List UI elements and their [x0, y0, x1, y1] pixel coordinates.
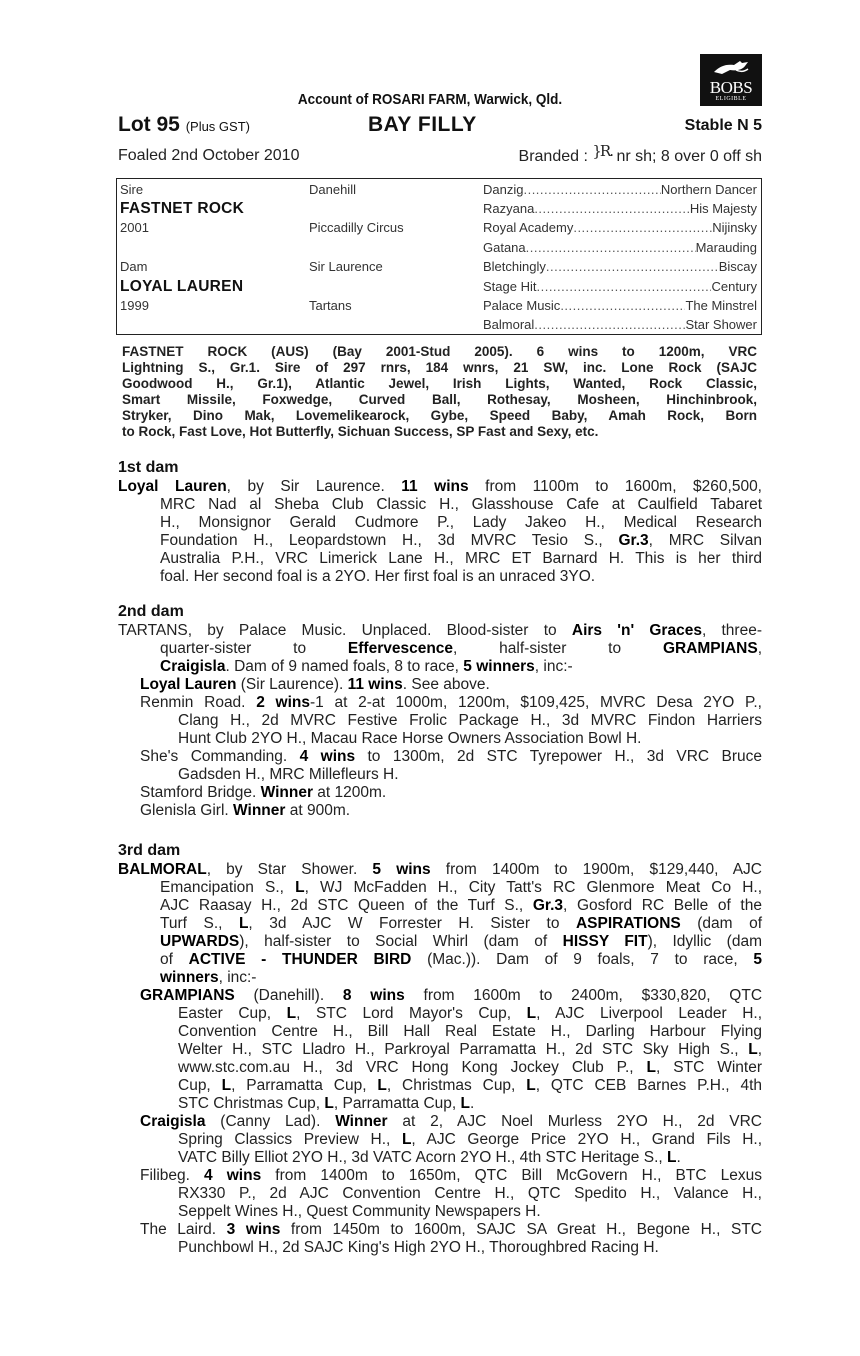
dot-leader	[523, 180, 660, 199]
bold-run: L	[526, 1005, 537, 1022]
bold-run: ASPIRATIONS	[575, 915, 681, 932]
text-run: , inc:-	[218, 969, 257, 986]
text-line	[160, 532, 762, 550]
bold-run: BALMORAL	[118, 861, 207, 878]
ancestor-sire: Marauding	[695, 239, 757, 255]
text-run: Clang H., 2d MVRC Festive Frolic Package H., 3d MVRC Findon Harriers	[178, 712, 762, 729]
text-line	[178, 1059, 762, 1077]
text-run: Convention Centre H., Bill Hall Real Estate H., Darling Harbour Flying	[178, 1023, 762, 1040]
ancestor-sire: Biscay	[718, 259, 757, 275]
pedigree-row	[117, 180, 761, 199]
text-line	[178, 1023, 762, 1041]
logo-sub: ELIGIBLE	[715, 96, 747, 102]
text-run: at 1200m.	[313, 784, 387, 801]
pedigree-col1: 2001	[120, 220, 149, 236]
text-run: , half-sister to	[453, 640, 663, 657]
sire-summary	[122, 344, 757, 440]
text-line	[140, 1221, 762, 1239]
text-run: , Parramatta Cup,	[333, 1095, 461, 1112]
text-line	[140, 748, 762, 766]
text-run: Hunt Club 2YO H., Macau Race Horse Owners Association Bowl H.	[178, 730, 642, 747]
ancestor-name: Razyana	[483, 200, 535, 216]
vendor-account: Account of ROSARI FARM, Warwick, Qld.	[297, 91, 563, 108]
text-run: Punchbowl H., 2d SAJC King's High 2YO H., Thoroughbred Racing H.	[178, 1239, 659, 1256]
text-line	[160, 496, 762, 514]
bold-run: GRAMPIANS	[140, 987, 235, 1004]
text-line	[178, 1203, 762, 1221]
logo-word: BOBS	[709, 78, 753, 97]
bold-run: GRAMPIANS	[662, 640, 758, 657]
bold-run: winners	[160, 969, 219, 986]
text-run: (Canny Lad).	[205, 1113, 336, 1130]
text-run: Renmin Road.	[140, 694, 257, 711]
text-line	[178, 1239, 762, 1257]
text-line	[160, 550, 762, 568]
ancestor-name: Royal Academy	[483, 220, 574, 236]
bold-run: 5 wins	[372, 861, 431, 878]
bold-run: ACTIVE - THUNDER BIRD	[188, 951, 412, 968]
bold-run: 5 winners	[463, 658, 535, 675]
dam-section-3	[118, 841, 762, 1257]
section-heading: 3rd dam	[118, 842, 181, 859]
pedigree-col3	[483, 199, 757, 218]
dot-leader	[573, 218, 712, 237]
bold-run: L	[748, 1041, 758, 1058]
ancestor-sire: Northern Dancer	[660, 181, 757, 197]
bold-run: Winner	[260, 784, 313, 801]
text-line	[160, 897, 762, 915]
progeny-entry	[118, 748, 762, 784]
stable-location: Stable N 5	[684, 117, 762, 134]
progeny-entry	[118, 676, 762, 694]
text-run: AJC Raasay H., 2d STC Queen of the Turf S.,	[160, 897, 533, 914]
text-run: , by Sir Laurence.	[226, 478, 402, 495]
text-run: Turf S.,	[160, 915, 239, 932]
text-line: to Rock, Fast Love, Hot Butterfly, Sichuan Success, SP Fast and Sexy, etc.	[122, 424, 599, 439]
text-run: Easter Cup,	[178, 1005, 287, 1022]
text-run: ,	[757, 640, 762, 657]
lot-number	[118, 113, 250, 137]
dam-section-1	[118, 458, 762, 586]
dam-entry	[118, 622, 762, 676]
text-line	[140, 694, 762, 712]
text-line: Goodwood H., Gr.1), Atlantic Jewel, Irish Lights, Wanted, Rock Classic,	[122, 376, 757, 391]
pedigree-col1: 1999	[120, 297, 149, 313]
ancestor-name: Bletchingly	[483, 259, 546, 275]
text-line: Stryker, Dino Mak, Lovemelikearock, Gybe, Speed Baby, Amah Rock, Born	[122, 408, 757, 423]
pedigree-col1: LOYAL LAUREN	[120, 277, 244, 295]
branded-detail: nr sh; 8 over 0 off sh	[616, 148, 762, 165]
text-run: (dam of	[680, 915, 762, 932]
text-line	[140, 987, 762, 1005]
pedigree-row	[117, 238, 761, 257]
text-run: , inc:-	[534, 658, 573, 675]
ancestor-sire: Star Shower	[685, 317, 757, 333]
bold-run: 4 wins	[299, 748, 356, 765]
text-run: Australia P.H., VRC Limerick Lane H., MRC ET Barnard H. This is her third	[160, 550, 762, 567]
text-run: Spring Classics Preview H.,	[178, 1131, 402, 1148]
bold-run: Loyal Lauren	[118, 478, 227, 495]
text-run: from 1400m to 1900m, $129,440, AJC	[430, 861, 762, 878]
text-line	[178, 1041, 762, 1059]
text-run: , Christmas Cup,	[386, 1077, 527, 1094]
bold-run: Airs 'n' Graces	[571, 622, 702, 639]
text-line	[178, 730, 762, 748]
bold-run: L	[646, 1059, 657, 1076]
dam-entry	[118, 861, 762, 987]
progeny-entry	[118, 987, 762, 1113]
pedigree-col2: Sir Laurence	[309, 259, 383, 275]
progeny-entry	[118, 1113, 762, 1167]
branded-label: Branded :	[518, 148, 588, 165]
text-run: .	[676, 1149, 681, 1166]
text-run: Filibeg.	[140, 1167, 205, 1184]
ancestor-sire: Century	[711, 278, 757, 294]
pedigree-col3	[483, 257, 757, 276]
text-line	[118, 478, 762, 496]
bold-run: UPWARDS	[160, 933, 240, 950]
text-line	[140, 802, 762, 820]
text-run: . Dam of 9 named foals, 8 to race,	[225, 658, 464, 675]
text-line	[178, 1185, 762, 1203]
bold-run: Loyal Lauren	[140, 676, 237, 693]
pedigree-col3	[483, 296, 757, 315]
text-run: The Laird.	[140, 1221, 227, 1238]
text-run: , 3d AJC W Forrester H. Sister to	[248, 915, 576, 932]
text-line	[140, 1113, 762, 1131]
bold-run: 11 wins	[347, 676, 403, 693]
pedigree-row	[117, 199, 761, 218]
text-run: from 1450m to 1600m, SAJC SA Great H., Begone H., STC	[280, 1221, 762, 1238]
bold-run: 8 wins	[342, 987, 405, 1004]
horse-description: BAY FILLY	[368, 113, 477, 136]
pedigree-row	[117, 257, 761, 276]
pedigree-col1: FASTNET ROCK	[120, 199, 245, 217]
text-line	[160, 969, 762, 987]
ancestor-name: Gatana	[483, 239, 526, 255]
text-line	[140, 676, 762, 694]
text-run: , QTC CEB Barnes P.H., 4th	[535, 1077, 762, 1094]
text-line	[160, 658, 762, 676]
pedigree-row	[117, 315, 761, 334]
bold-run: Craigisla	[160, 658, 226, 675]
brand-info	[518, 142, 762, 166]
text-run: Gadsden H., MRC Millefleurs H.	[178, 766, 399, 783]
bold-run: L	[324, 1095, 334, 1112]
lot-note: (Plus GST)	[185, 119, 250, 134]
text-run: to 1300m, 2d STC Tyrepower H., 3d VRC Bruce	[355, 748, 762, 765]
ancestor-sire: The Minstrel	[685, 297, 757, 313]
text-run: , by Star Shower.	[206, 861, 373, 878]
text-run: , Parramatta Cup,	[231, 1077, 378, 1094]
text-run: , MRC Silvan	[648, 532, 763, 549]
dot-leader	[536, 277, 711, 296]
text-run: , AJC George Price 2YO H., Grand Fils H.,	[411, 1131, 762, 1148]
text-run: TARTANS, by Palace Music. Unplaced. Blood-sister to	[118, 622, 572, 639]
pedigree-row	[117, 218, 761, 237]
ancestor-name: Balmoral	[483, 317, 535, 333]
ancestor-name: Palace Music	[483, 297, 561, 313]
pedigree-col2: Tartans	[309, 297, 352, 313]
bold-run: Winner	[233, 802, 286, 819]
text-run: of	[160, 951, 189, 968]
text-run: H., Monsignor Gerald Cudmore P., Lady Jakeo H., Medical Research	[160, 514, 762, 531]
dam-section-2	[118, 602, 762, 820]
text-line	[160, 951, 762, 969]
pedigree-col3	[483, 277, 757, 296]
text-run: ,	[757, 1041, 762, 1058]
dot-leader	[534, 199, 690, 218]
text-run: MRC Nad al Sheba Club Classic H., Glasshouse Cafe at Caulfield Tabaret	[160, 496, 762, 513]
text-run: Seppelt Wines H., Quest Community Newspapers H.	[178, 1203, 541, 1220]
text-run: from 1100m to 1600m, $260,500,	[468, 478, 762, 495]
text-run: Glenisla Girl.	[140, 802, 234, 819]
section-heading: 1st dam	[118, 459, 179, 476]
progeny-entry	[118, 1167, 762, 1221]
bold-run: 3 wins	[226, 1221, 281, 1238]
text-run: at 2, AJC Noel Murless 2YO H., 2d VRC	[387, 1113, 762, 1130]
text-run: from 1600m to 2400m, $330,820, QTC	[404, 987, 763, 1004]
bold-run: L	[666, 1149, 677, 1166]
text-run: , three-	[701, 622, 762, 639]
ancestor-sire: Nijinsky	[712, 220, 757, 236]
text-line	[178, 1005, 762, 1023]
text-run: , AJC Liverpool Leader H.,	[536, 1005, 762, 1022]
text-run: www.stc.com.au H., 3d VRC Hong Kong Jockey Club P.,	[178, 1059, 647, 1076]
text-run: , WJ McFadden H., City Tatt's RC Glenmore Meat Co H.,	[304, 879, 762, 896]
text-run: -1 at 2-at 1000m, 1200m, $109,425, MVRC Desa 2YO P.,	[310, 694, 762, 711]
text-run: ), Idyllic (dam	[647, 933, 762, 950]
text-run: (Danehill).	[234, 987, 343, 1004]
text-run: Emancipation S.,	[160, 879, 296, 896]
pedigree-col3	[483, 315, 757, 334]
pedigree-col2: Piccadilly Circus	[309, 220, 404, 236]
text-line	[160, 933, 762, 951]
text-line	[160, 915, 762, 933]
dot-leader	[534, 315, 685, 334]
pedigree-col3	[483, 238, 757, 257]
text-run: Cup,	[178, 1077, 222, 1094]
pedigree-col1: Sire	[120, 181, 144, 197]
pedigree-row	[117, 277, 761, 296]
progeny-entry	[118, 694, 762, 748]
text-run: She's Commanding.	[140, 748, 300, 765]
text-line	[178, 766, 762, 784]
pedigree-col3	[483, 180, 757, 199]
text-run: VATC Billy Elliot 2YO H., 3d VATC Acorn 2YO H., 4th STC Heritage S.,	[178, 1149, 667, 1166]
text-line: FASTNET ROCK (AUS) (Bay 2001-Stud 2005). 6 wins to 1200m, VRC	[122, 344, 757, 359]
pedigree-col3	[483, 218, 757, 237]
dot-leader	[546, 257, 719, 276]
text-line	[160, 568, 762, 586]
progeny-entry	[118, 1221, 762, 1257]
text-line	[178, 1131, 762, 1149]
text-run: at 900m.	[285, 802, 351, 819]
text-run: .	[470, 1095, 475, 1112]
lot-label: Lot 95	[118, 113, 180, 136]
foaled-date: Foaled 2nd October 2010	[118, 147, 300, 164]
dot-leader	[526, 238, 696, 257]
pedigree-col1: Dam	[120, 259, 148, 275]
bold-run: 4 wins	[204, 1167, 262, 1184]
bold-run: L	[286, 1005, 297, 1022]
text-line	[160, 514, 762, 532]
text-run: , Gosford RC Belle of the	[563, 897, 762, 914]
text-line	[118, 622, 762, 640]
text-line	[178, 1077, 762, 1095]
text-run: (Mac.)). Dam of 9 foals, 7 to race,	[411, 951, 754, 968]
pedigree-row	[117, 296, 761, 315]
bold-run: L	[526, 1077, 536, 1094]
text-line	[118, 861, 762, 879]
text-run: (Sir Laurence).	[236, 676, 348, 693]
text-line	[178, 1149, 762, 1167]
bold-run: L	[377, 1077, 387, 1094]
text-line	[160, 640, 762, 658]
bold-run: Gr.3	[618, 532, 649, 549]
bold-run: Effervescence	[347, 640, 454, 657]
bold-run: 2 wins	[256, 694, 310, 711]
bold-run: Winner	[335, 1113, 388, 1130]
text-run: , STC Lord Mayor's Cup,	[296, 1005, 527, 1022]
text-run: Welter H., STC Lladro H., Parkroyal Parramatta H., 2d STC Sky High S.,	[178, 1041, 749, 1058]
bold-run: L	[401, 1131, 412, 1148]
pedigree-col2: Danehill	[309, 181, 356, 197]
bold-run: Craigisla	[140, 1113, 206, 1130]
progeny-entry	[118, 784, 762, 802]
text-run: RX330 P., 2d AJC Convention Centre H., QTC Spedito H., Valance H.,	[178, 1185, 762, 1202]
text-run: STC Christmas Cup,	[178, 1095, 325, 1112]
bold-run: 5	[753, 951, 762, 968]
dot-leader	[560, 296, 685, 315]
text-run: from 1400m to 1650m, QTC Bill McGovern H., BTC Lexus	[261, 1167, 762, 1184]
text-line	[140, 784, 762, 802]
bold-run: L	[221, 1077, 232, 1094]
brand-mark: }R.	[592, 142, 612, 160]
bold-run: 11 wins	[401, 478, 469, 495]
text-line	[178, 1095, 762, 1113]
text-line	[160, 879, 762, 897]
progeny-entry	[118, 802, 762, 820]
text-line: Lightning S., Gr.1. Sire of 297 rnrs, 184 wnrs, 21 SW, inc. Lone Rock (SAJC	[122, 360, 757, 375]
text-run: foal. Her second foal is a 2YO. Her first foal is an unraced 3YO.	[160, 568, 596, 585]
text-run: Foundation H., Leopardstown H., 3d MVRC Tesio S.,	[160, 532, 619, 549]
text-run: Stamford Bridge.	[140, 784, 261, 801]
ancestor-name: Danzig	[483, 181, 524, 197]
text-run: . See above.	[402, 676, 490, 693]
dam-entry	[118, 478, 762, 586]
text-line: Smart Missile, Foxwedge, Curved Ball, Rothesay, Mosheen, Hinchinbrook,	[122, 392, 757, 407]
section-heading: 2nd dam	[118, 603, 184, 620]
text-run: ), half-sister to Social Whirl (dam of	[239, 933, 563, 950]
horse-icon	[712, 58, 750, 78]
bold-run: Gr.3	[532, 897, 564, 914]
bold-run: L	[238, 915, 249, 932]
text-run: , STC Winter	[656, 1059, 762, 1076]
ancestor-sire: His Majesty	[689, 200, 757, 216]
bold-run: L	[295, 879, 305, 896]
text-run: quarter-sister to	[160, 640, 348, 657]
bold-run: HISSY FIT	[562, 933, 648, 950]
text-line	[178, 712, 762, 730]
text-line	[140, 1167, 762, 1185]
bold-run: L	[460, 1095, 470, 1112]
pedigree-table	[116, 178, 762, 335]
ancestor-name: Stage Hit	[483, 278, 537, 294]
